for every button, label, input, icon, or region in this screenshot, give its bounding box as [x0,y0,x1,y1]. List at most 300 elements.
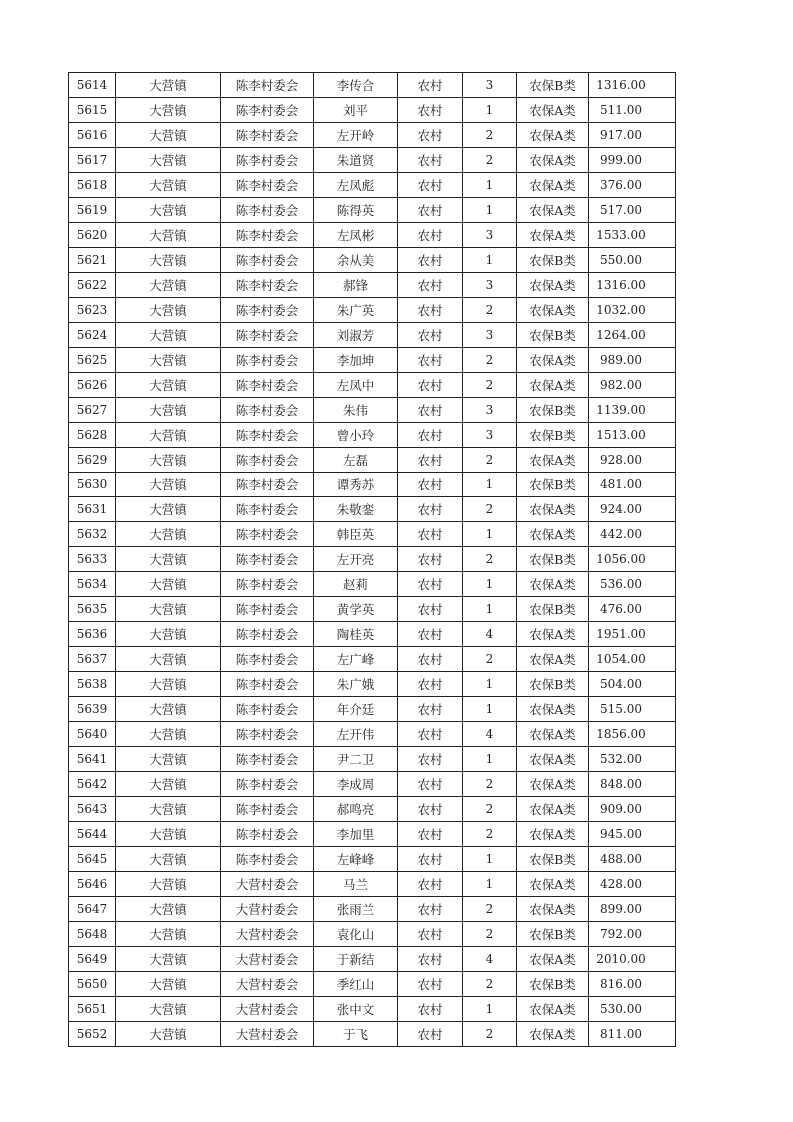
town-cell: 大营镇 [116,697,221,722]
person-name-cell: 李加里 [314,822,398,847]
row-number-cell: 5644 [69,822,116,847]
town-cell: 大营镇 [116,73,221,98]
insurance-category-cell: 农保A类 [517,722,589,747]
town-cell: 大营镇 [116,647,221,672]
amount-cell: 1054.00 [589,647,676,672]
table-row [69,73,676,98]
area-type-cell: 农村 [398,597,463,622]
amount-cell: 811.00 [589,1021,676,1046]
amount-cell: 1264.00 [589,322,676,347]
area-type-cell: 农村 [398,222,463,247]
row-number-cell: 5652 [69,1021,116,1046]
insurance-category-cell: 农保A类 [517,272,589,297]
household-size-cell: 2 [463,122,517,147]
town-cell: 大营镇 [116,822,221,847]
household-size-cell: 2 [463,497,517,522]
table-row [69,797,676,822]
table-row [69,422,676,447]
household-size-cell: 3 [463,322,517,347]
village-committee-cell: 陈李村委会 [221,247,314,272]
table-row [69,722,676,747]
area-type-cell: 农村 [398,971,463,996]
insurance-category-cell: 农保A类 [517,572,589,597]
town-cell: 大营镇 [116,372,221,397]
insurance-category-cell: 农保A类 [517,996,589,1021]
table-row [69,172,676,197]
insurance-category-cell: 农保A类 [517,147,589,172]
person-name-cell: 刘淑芳 [314,322,398,347]
table-row [69,372,676,397]
village-committee-cell: 陈李村委会 [221,597,314,622]
household-size-cell: 1 [463,572,517,597]
person-name-cell: 袁化山 [314,921,398,946]
household-size-cell: 1 [463,522,517,547]
row-number-cell: 5621 [69,247,116,272]
row-number-cell: 5635 [69,597,116,622]
household-size-cell: 2 [463,147,517,172]
person-name-cell: 年介廷 [314,697,398,722]
town-cell: 大营镇 [116,522,221,547]
insurance-category-cell: 农保A类 [517,697,589,722]
town-cell: 大营镇 [116,622,221,647]
row-number-cell: 5631 [69,497,116,522]
table-row [69,921,676,946]
table-row [69,522,676,547]
person-name-cell: 左凤彬 [314,222,398,247]
table-row [69,447,676,472]
row-number-cell: 5617 [69,147,116,172]
person-name-cell: 左广峰 [314,647,398,672]
insurance-category-cell: 农保B类 [517,472,589,497]
amount-cell: 989.00 [589,347,676,372]
area-type-cell: 农村 [398,572,463,597]
village-committee-cell: 陈李村委会 [221,847,314,872]
village-committee-cell: 陈李村委会 [221,722,314,747]
row-number-cell: 5616 [69,122,116,147]
town-cell: 大营镇 [116,422,221,447]
amount-cell: 376.00 [589,172,676,197]
village-committee-cell: 陈李村委会 [221,472,314,497]
household-size-cell: 2 [463,971,517,996]
person-name-cell: 朱广英 [314,297,398,322]
person-name-cell: 李成周 [314,772,398,797]
village-committee-cell: 大营村委会 [221,872,314,897]
table-row [69,97,676,122]
area-type-cell: 农村 [398,547,463,572]
row-number-cell: 5641 [69,747,116,772]
area-type-cell: 农村 [398,297,463,322]
village-committee-cell: 陈李村委会 [221,322,314,347]
insurance-category-cell: 农保A类 [517,447,589,472]
household-size-cell: 1 [463,996,517,1021]
town-cell: 大营镇 [116,971,221,996]
household-size-cell: 4 [463,622,517,647]
area-type-cell: 农村 [398,622,463,647]
person-name-cell: 左凤彪 [314,172,398,197]
row-number-cell: 5625 [69,347,116,372]
insurance-category-cell: 农保A类 [517,522,589,547]
village-committee-cell: 陈李村委会 [221,672,314,697]
amount-cell: 917.00 [589,122,676,147]
insurance-category-cell: 农保A类 [517,622,589,647]
insurance-category-cell: 农保B类 [517,322,589,347]
table-row [69,847,676,872]
person-name-cell: 陶桂英 [314,622,398,647]
amount-cell: 1316.00 [589,272,676,297]
village-committee-cell: 陈李村委会 [221,647,314,672]
amount-cell: 928.00 [589,447,676,472]
village-committee-cell: 陈李村委会 [221,397,314,422]
village-committee-cell: 陈李村委会 [221,122,314,147]
person-name-cell: 于飞 [314,1021,398,1046]
person-name-cell: 季红山 [314,971,398,996]
amount-cell: 488.00 [589,847,676,872]
area-type-cell: 农村 [398,647,463,672]
area-type-cell: 农村 [398,73,463,98]
household-size-cell: 3 [463,73,517,98]
table-row [69,971,676,996]
row-number-cell: 5639 [69,697,116,722]
table-row [69,272,676,297]
area-type-cell: 农村 [398,522,463,547]
area-type-cell: 农村 [398,672,463,697]
person-name-cell: 陈得英 [314,197,398,222]
household-size-cell: 2 [463,921,517,946]
amount-cell: 848.00 [589,772,676,797]
table-row [69,572,676,597]
town-cell: 大营镇 [116,847,221,872]
insurance-category-cell: 农保B类 [517,397,589,422]
village-committee-cell: 大营村委会 [221,971,314,996]
person-name-cell: 李传合 [314,73,398,98]
insurance-category-cell: 农保B类 [517,847,589,872]
household-size-cell: 2 [463,822,517,847]
area-type-cell: 农村 [398,372,463,397]
row-number-cell: 5645 [69,847,116,872]
town-cell: 大营镇 [116,347,221,372]
person-name-cell: 韩臣英 [314,522,398,547]
table-row [69,547,676,572]
village-committee-cell: 陈李村委会 [221,622,314,647]
household-size-cell: 3 [463,272,517,297]
area-type-cell: 农村 [398,472,463,497]
town-cell: 大营镇 [116,397,221,422]
town-cell: 大营镇 [116,946,221,971]
town-cell: 大营镇 [116,97,221,122]
area-type-cell: 农村 [398,247,463,272]
insurance-category-cell: 农保A类 [517,872,589,897]
household-size-cell: 2 [463,797,517,822]
area-type-cell: 农村 [398,97,463,122]
town-cell: 大营镇 [116,747,221,772]
amount-cell: 504.00 [589,672,676,697]
amount-cell: 428.00 [589,872,676,897]
town-cell: 大营镇 [116,996,221,1021]
area-type-cell: 农村 [398,697,463,722]
town-cell: 大营镇 [116,172,221,197]
insurance-category-cell: 农保A类 [517,222,589,247]
table-row [69,622,676,647]
amount-cell: 924.00 [589,497,676,522]
insurance-category-cell: 农保A类 [517,946,589,971]
area-type-cell: 农村 [398,422,463,447]
table-row [69,747,676,772]
allowance-table [68,72,676,1047]
amount-cell: 442.00 [589,522,676,547]
insurance-category-cell: 农保A类 [517,297,589,322]
amount-cell: 1513.00 [589,422,676,447]
table-row [69,896,676,921]
person-name-cell: 于新结 [314,946,398,971]
amount-cell: 816.00 [589,971,676,996]
insurance-category-cell: 农保A类 [517,372,589,397]
amount-cell: 476.00 [589,597,676,622]
insurance-category-cell: 农保A类 [517,772,589,797]
insurance-category-cell: 农保B类 [517,971,589,996]
row-number-cell: 5626 [69,372,116,397]
insurance-category-cell: 农保B类 [517,247,589,272]
insurance-category-cell: 农保A类 [517,122,589,147]
area-type-cell: 农村 [398,397,463,422]
household-size-cell: 3 [463,397,517,422]
table-row [69,322,676,347]
town-cell: 大营镇 [116,772,221,797]
insurance-category-cell: 农保A类 [517,896,589,921]
village-committee-cell: 陈李村委会 [221,697,314,722]
area-type-cell: 农村 [398,347,463,372]
amount-cell: 909.00 [589,797,676,822]
town-cell: 大营镇 [116,497,221,522]
amount-cell: 532.00 [589,747,676,772]
table-row [69,122,676,147]
household-size-cell: 1 [463,747,517,772]
person-name-cell: 黄学英 [314,597,398,622]
town-cell: 大营镇 [116,222,221,247]
table-row [69,872,676,897]
table-row [69,247,676,272]
insurance-category-cell: 农保A类 [517,822,589,847]
town-cell: 大营镇 [116,297,221,322]
person-name-cell: 朱广娥 [314,672,398,697]
village-committee-cell: 陈李村委会 [221,222,314,247]
amount-cell: 536.00 [589,572,676,597]
amount-cell: 899.00 [589,896,676,921]
town-cell: 大营镇 [116,197,221,222]
household-size-cell: 2 [463,297,517,322]
person-name-cell: 朱道贤 [314,147,398,172]
town-cell: 大营镇 [116,872,221,897]
household-size-cell: 1 [463,197,517,222]
amount-cell: 1056.00 [589,547,676,572]
person-name-cell: 左开伟 [314,722,398,747]
town-cell: 大营镇 [116,896,221,921]
household-size-cell: 1 [463,847,517,872]
area-type-cell: 农村 [398,272,463,297]
household-size-cell: 1 [463,97,517,122]
row-number-cell: 5628 [69,422,116,447]
village-committee-cell: 陈李村委会 [221,73,314,98]
town-cell: 大营镇 [116,247,221,272]
household-size-cell: 1 [463,247,517,272]
town-cell: 大营镇 [116,572,221,597]
row-number-cell: 5648 [69,921,116,946]
row-number-cell: 5622 [69,272,116,297]
insurance-category-cell: 农保B类 [517,921,589,946]
village-committee-cell: 陈李村委会 [221,772,314,797]
household-size-cell: 1 [463,697,517,722]
insurance-category-cell: 农保B类 [517,547,589,572]
amount-cell: 999.00 [589,147,676,172]
row-number-cell: 5640 [69,722,116,747]
town-cell: 大营镇 [116,1021,221,1046]
table-row [69,1021,676,1046]
table-row [69,647,676,672]
area-type-cell: 农村 [398,122,463,147]
village-committee-cell: 陈李村委会 [221,147,314,172]
insurance-category-cell: 农保B类 [517,422,589,447]
household-size-cell: 1 [463,472,517,497]
table-row [69,297,676,322]
town-cell: 大营镇 [116,597,221,622]
household-size-cell: 1 [463,872,517,897]
household-size-cell: 2 [463,547,517,572]
row-number-cell: 5636 [69,622,116,647]
amount-cell: 550.00 [589,247,676,272]
row-number-cell: 5632 [69,522,116,547]
row-number-cell: 5642 [69,772,116,797]
household-size-cell: 2 [463,896,517,921]
insurance-category-cell: 农保A类 [517,797,589,822]
village-committee-cell: 陈李村委会 [221,572,314,597]
insurance-category-cell: 农保A类 [517,97,589,122]
household-size-cell: 2 [463,347,517,372]
row-number-cell: 5634 [69,572,116,597]
village-committee-cell: 陈李村委会 [221,422,314,447]
row-number-cell: 5619 [69,197,116,222]
town-cell: 大营镇 [116,921,221,946]
person-name-cell: 李加坤 [314,347,398,372]
area-type-cell: 农村 [398,847,463,872]
amount-cell: 1951.00 [589,622,676,647]
town-cell: 大营镇 [116,547,221,572]
row-number-cell: 5633 [69,547,116,572]
village-committee-cell: 陈李村委会 [221,97,314,122]
row-number-cell: 5623 [69,297,116,322]
area-type-cell: 农村 [398,797,463,822]
table-row [69,672,676,697]
town-cell: 大营镇 [116,147,221,172]
row-number-cell: 5624 [69,322,116,347]
village-committee-cell: 陈李村委会 [221,497,314,522]
row-number-cell: 5637 [69,647,116,672]
area-type-cell: 农村 [398,822,463,847]
row-number-cell: 5651 [69,996,116,1021]
row-number-cell: 5627 [69,397,116,422]
village-committee-cell: 大营村委会 [221,996,314,1021]
village-committee-cell: 陈李村委会 [221,447,314,472]
household-size-cell: 2 [463,1021,517,1046]
amount-cell: 982.00 [589,372,676,397]
table-row [69,822,676,847]
amount-cell: 945.00 [589,822,676,847]
insurance-category-cell: 农保B类 [517,73,589,98]
household-size-cell: 4 [463,722,517,747]
area-type-cell: 农村 [398,322,463,347]
town-cell: 大营镇 [116,472,221,497]
person-name-cell: 左凤中 [314,372,398,397]
amount-cell: 1139.00 [589,397,676,422]
person-name-cell: 张中文 [314,996,398,1021]
village-committee-cell: 陈李村委会 [221,172,314,197]
area-type-cell: 农村 [398,747,463,772]
row-number-cell: 5646 [69,872,116,897]
village-committee-cell: 大营村委会 [221,896,314,921]
town-cell: 大营镇 [116,272,221,297]
area-type-cell: 农村 [398,921,463,946]
amount-cell: 1032.00 [589,297,676,322]
town-cell: 大营镇 [116,322,221,347]
table-row [69,597,676,622]
area-type-cell: 农村 [398,872,463,897]
household-size-cell: 2 [463,772,517,797]
person-name-cell: 郝锋 [314,272,398,297]
amount-cell: 1533.00 [589,222,676,247]
amount-cell: 792.00 [589,921,676,946]
area-type-cell: 农村 [398,147,463,172]
village-committee-cell: 大营村委会 [221,1021,314,1046]
row-number-cell: 5618 [69,172,116,197]
table-row [69,147,676,172]
area-type-cell: 农村 [398,447,463,472]
town-cell: 大营镇 [116,672,221,697]
household-size-cell: 2 [463,647,517,672]
area-type-cell: 农村 [398,896,463,921]
person-name-cell: 朱伟 [314,397,398,422]
village-committee-cell: 陈李村委会 [221,747,314,772]
table-row [69,772,676,797]
area-type-cell: 农村 [398,1021,463,1046]
table-row [69,996,676,1021]
row-number-cell: 5638 [69,672,116,697]
row-number-cell: 5629 [69,447,116,472]
person-name-cell: 余从美 [314,247,398,272]
table-row [69,197,676,222]
table-row [69,472,676,497]
row-number-cell: 5643 [69,797,116,822]
row-number-cell: 5647 [69,896,116,921]
household-size-cell: 1 [463,172,517,197]
person-name-cell: 曾小玲 [314,422,398,447]
person-name-cell: 尹二卫 [314,747,398,772]
insurance-category-cell: 农保B类 [517,597,589,622]
village-committee-cell: 陈李村委会 [221,822,314,847]
person-name-cell: 左峰峰 [314,847,398,872]
person-name-cell: 刘平 [314,97,398,122]
household-size-cell: 3 [463,422,517,447]
household-size-cell: 1 [463,597,517,622]
amount-cell: 1316.00 [589,73,676,98]
village-committee-cell: 陈李村委会 [221,547,314,572]
row-number-cell: 5630 [69,472,116,497]
town-cell: 大营镇 [116,797,221,822]
person-name-cell: 赵莉 [314,572,398,597]
table-row [69,697,676,722]
household-size-cell: 1 [463,672,517,697]
amount-cell: 511.00 [589,97,676,122]
village-committee-cell: 陈李村委会 [221,522,314,547]
row-number-cell: 5650 [69,971,116,996]
person-name-cell: 谭秀苏 [314,472,398,497]
